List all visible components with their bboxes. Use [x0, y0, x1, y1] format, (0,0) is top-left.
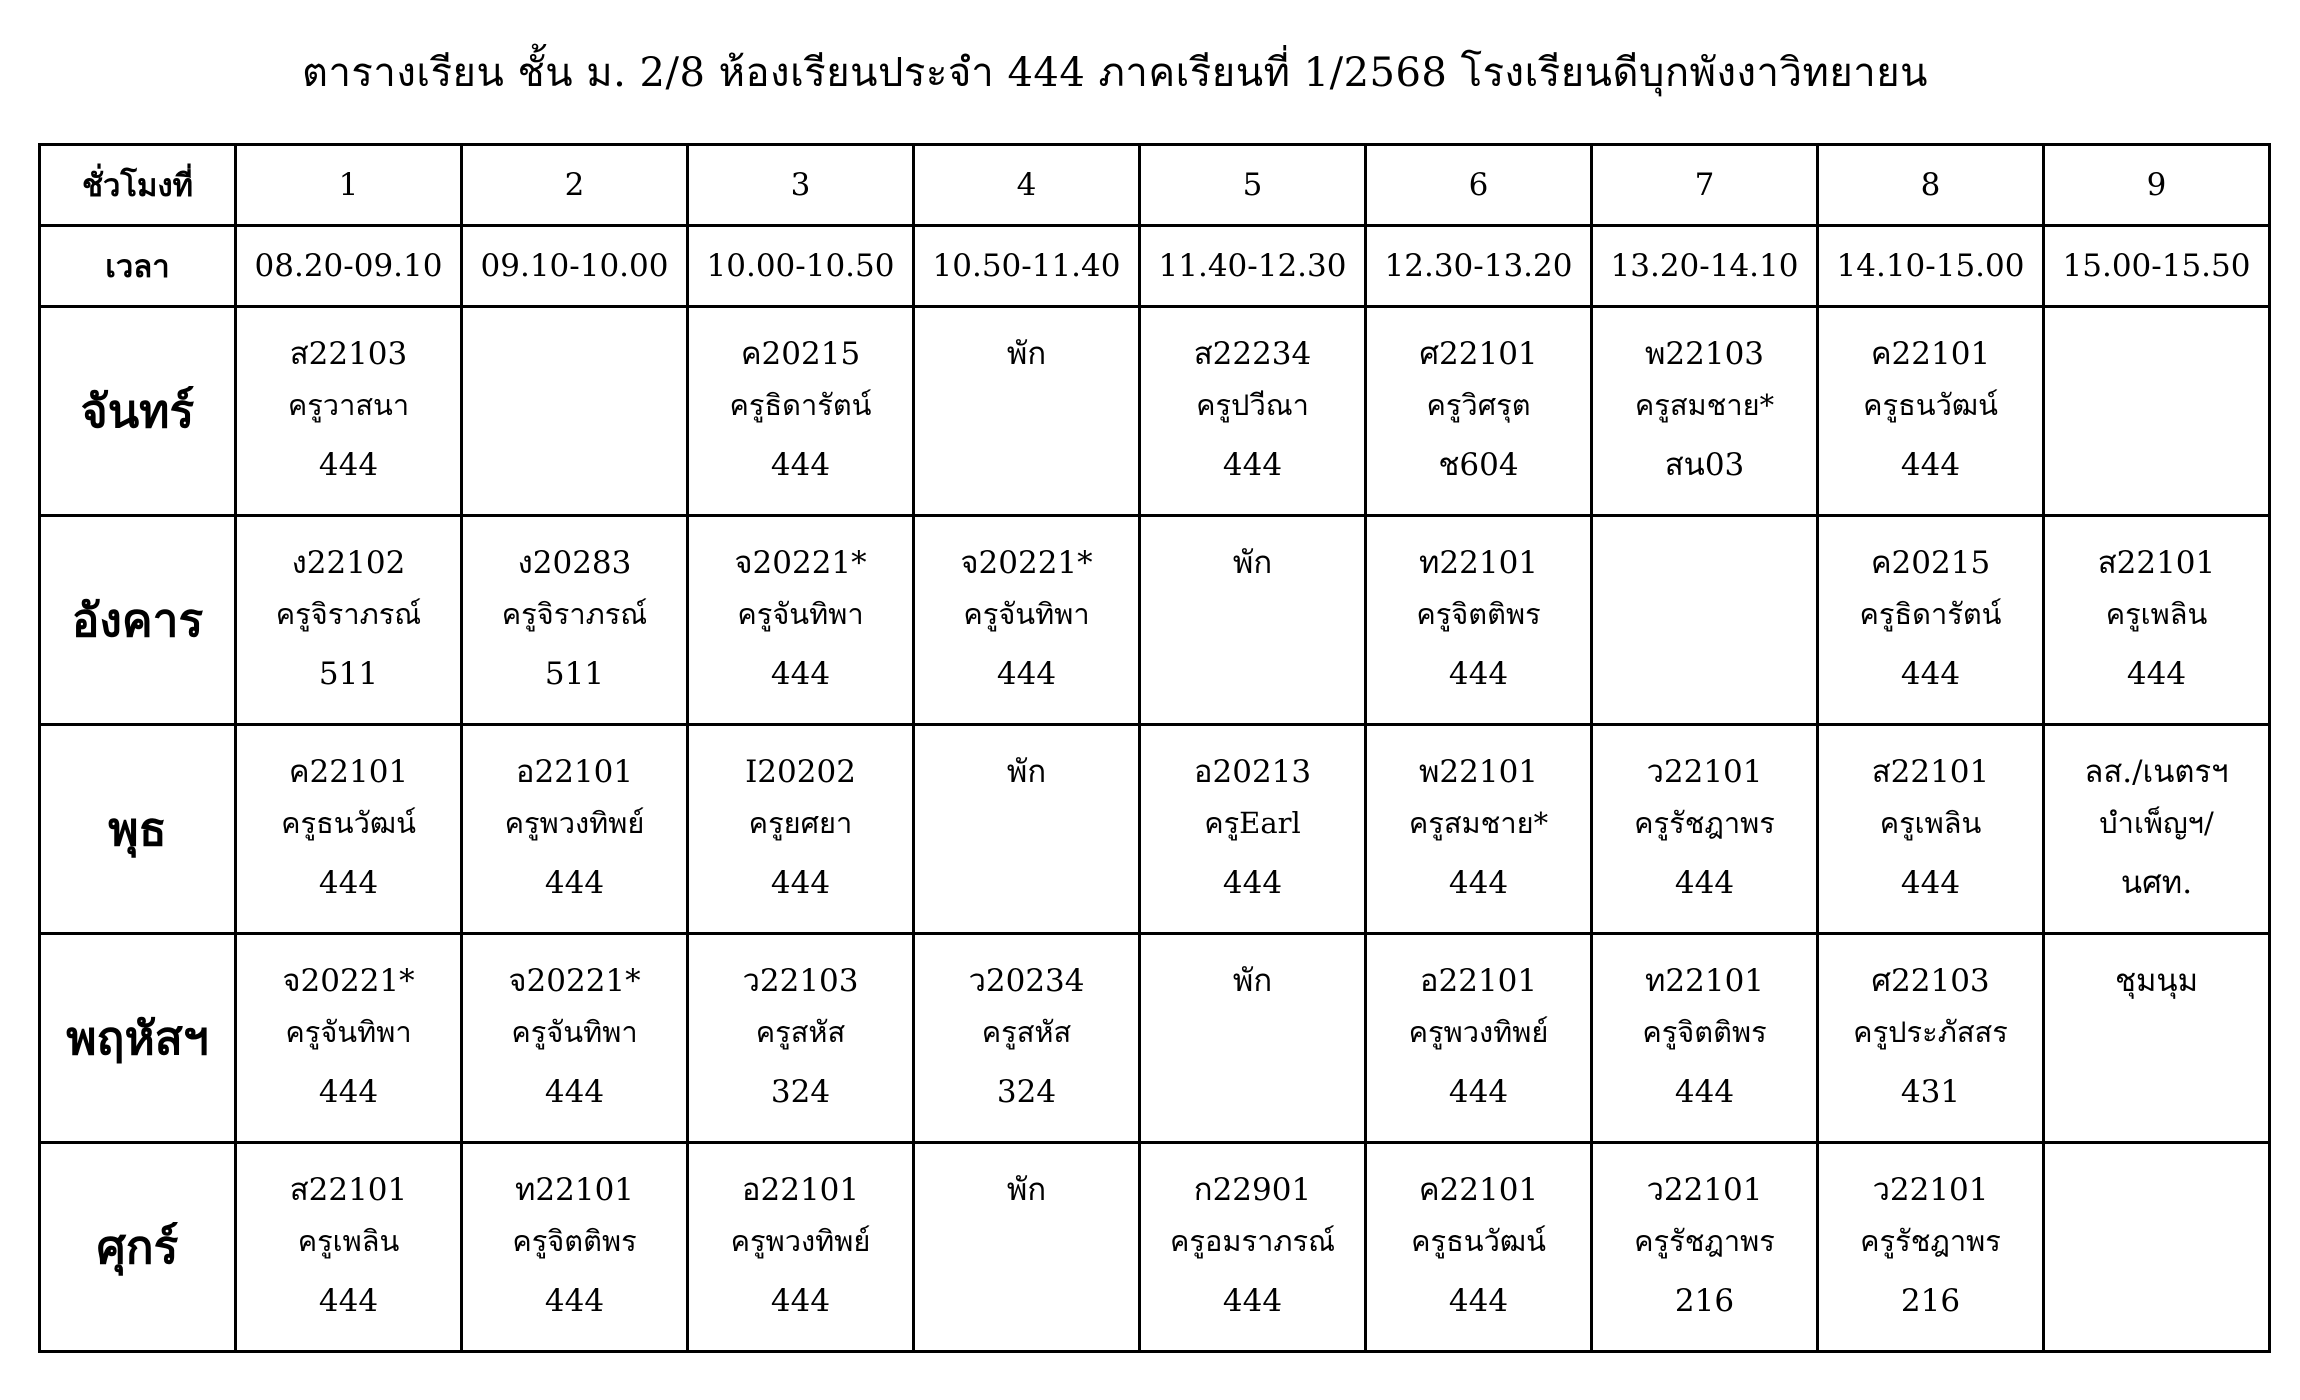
cell-content	[1819, 517, 2042, 705]
room-number: 444	[1222, 1283, 1283, 1319]
teacher-name: บำเพ็ญฯ/	[2099, 806, 2214, 840]
teacher-name: ครูอมราภรณ์	[1170, 1224, 1335, 1258]
room-number: 444	[770, 447, 831, 483]
timetable-cell	[236, 1143, 462, 1352]
room-number: 444	[1448, 865, 1509, 901]
teacher-name: ครูพวงทิพย์	[730, 1224, 871, 1258]
period-number: 2	[462, 145, 688, 226]
timetable-cell	[1366, 934, 1592, 1143]
timetable-cell	[1140, 307, 1366, 516]
teacher-name: ครูจันทิพา	[963, 597, 1090, 631]
cell-content	[1141, 935, 1364, 1003]
period-number: 6	[1366, 145, 1592, 226]
teacher-name: ครูสมชาย*	[1408, 806, 1549, 840]
subject-code: พ22101	[1418, 754, 1539, 790]
teacher-name: ครูสมชาย*	[1634, 388, 1775, 422]
cell-content	[1141, 1144, 1364, 1332]
cell-content	[915, 1144, 1138, 1212]
cell-content	[689, 1144, 912, 1332]
timetable-cell	[1592, 1143, 1818, 1352]
room-number: 444	[1222, 865, 1283, 901]
room-number: 444	[544, 1074, 605, 1110]
day-label: พุธ	[40, 725, 236, 934]
cell-content	[1819, 1144, 2042, 1332]
timetable-cell	[914, 1143, 1140, 1352]
cell-content	[463, 726, 686, 914]
subject-code: ท22101	[1418, 545, 1539, 581]
teacher-name: ครูจิราภรณ์	[501, 597, 648, 631]
timetable-cell	[1818, 725, 2044, 934]
period-time: 12.30-13.20	[1366, 226, 1592, 307]
day-row	[40, 1143, 2270, 1352]
room-number: 444	[2126, 656, 2187, 692]
teacher-name: ครูธิดารัตน์	[1859, 597, 2002, 631]
cell-content	[689, 308, 912, 496]
cell-content	[1593, 935, 1816, 1123]
timetable-cell	[1592, 934, 1818, 1143]
subject-code: ส22101	[1871, 754, 1990, 790]
teacher-name: ครูสหัส	[755, 1015, 846, 1049]
day-row	[40, 307, 2270, 516]
timetable-cell	[2044, 516, 2270, 725]
subject-code: ง22102	[291, 545, 406, 581]
subject-code: พัก	[1006, 1172, 1047, 1208]
period-time: 13.20-14.10	[1592, 226, 1818, 307]
period-number: 9	[2044, 145, 2270, 226]
cell-content	[1367, 517, 1590, 705]
cell-content	[915, 308, 1138, 376]
subject-code: จ20221*	[960, 545, 1093, 581]
teacher-name: ครูจิตติพร	[1642, 1015, 1767, 1049]
timetable-cell	[236, 725, 462, 934]
timetable-cell	[462, 1143, 688, 1352]
room-number: 444	[1900, 656, 1961, 692]
timetable-cell	[688, 307, 914, 516]
timetable-cell	[688, 1143, 914, 1352]
time-row-label: เวลา	[40, 226, 236, 307]
teacher-name: ครูธนวัฒน์	[1411, 1224, 1546, 1258]
subject-code: ส22101	[2097, 545, 2216, 581]
cell-content	[915, 726, 1138, 794]
cell-content	[1367, 726, 1590, 914]
room-number: 444	[1222, 447, 1283, 483]
subject-code: ว20234	[968, 963, 1085, 999]
subject-code: ลส./เนตรฯ	[2084, 754, 2229, 790]
subject-code: ว22101	[1646, 1172, 1763, 1208]
timetable-cell	[1366, 307, 1592, 516]
room-number: 444	[1448, 1074, 1509, 1110]
cell-content	[463, 935, 686, 1123]
teacher-name: ครูจิตติพร	[1416, 597, 1541, 631]
subject-code: I20202	[745, 754, 856, 790]
teacher-name: ครูเพลิน	[297, 1224, 400, 1258]
period-number: 7	[1592, 145, 1818, 226]
teacher-name: ครูธนวัฒน์	[1863, 388, 1998, 422]
timetable-cell	[1818, 516, 2044, 725]
teacher-name: ครูจิตติพร	[512, 1224, 637, 1258]
subject-code: ค22101	[288, 754, 409, 790]
timetable	[38, 143, 2271, 1353]
teacher-name: ครูจันทิพา	[511, 1015, 638, 1049]
timetable-cell	[688, 934, 914, 1143]
timetable-cell	[1818, 934, 2044, 1143]
time-header-row	[40, 226, 2270, 307]
teacher-name: ครูเพลิน	[1879, 806, 1982, 840]
cell-content	[1593, 1144, 1816, 1332]
cell-content	[1593, 517, 1816, 541]
day-row	[40, 934, 2270, 1143]
teacher-name: ครูเพลิน	[2105, 597, 2208, 631]
timetable-cell	[2044, 1143, 2270, 1352]
cell-content	[1819, 726, 2042, 914]
subject-code: ชุมนุม	[2114, 963, 2199, 999]
period-time: 11.40-12.30	[1140, 226, 1366, 307]
cell-content	[1141, 726, 1364, 914]
teacher-name: ครูจิราภรณ์	[275, 597, 422, 631]
room-number: 431	[1900, 1074, 1961, 1110]
subject-code: ว22103	[742, 963, 859, 999]
subject-code: ท22101	[514, 1172, 635, 1208]
room-number: 444	[770, 1283, 831, 1319]
room-number: 444	[1448, 656, 1509, 692]
period-number: 3	[688, 145, 914, 226]
room-number: 444	[1900, 447, 1961, 483]
cell-content	[237, 1144, 460, 1332]
period-number: 5	[1140, 145, 1366, 226]
cell-content	[915, 517, 1138, 705]
timetable-cell	[688, 516, 914, 725]
teacher-name: ครูยศยา	[748, 806, 853, 840]
room-number: 511	[318, 656, 379, 692]
room-number: 444	[318, 865, 379, 901]
subject-code: จ20221*	[282, 963, 415, 999]
period-time: 15.00-15.50	[2044, 226, 2270, 307]
timetable-cell	[1818, 1143, 2044, 1352]
cell-content	[915, 935, 1138, 1123]
room-number: 444	[996, 656, 1057, 692]
day-label: ศุกร์	[40, 1143, 236, 1352]
teacher-name: ครูปวีณา	[1196, 388, 1309, 422]
period-time: 08.20-09.10	[236, 226, 462, 307]
teacher-name: ครูสหัส	[981, 1015, 1072, 1049]
cell-content	[2045, 308, 2268, 332]
subject-code: อ20213	[1193, 754, 1312, 790]
room-number: 444	[318, 1283, 379, 1319]
room-number: 444	[1674, 1074, 1735, 1110]
subject-code: ก22901	[1193, 1172, 1312, 1208]
subject-code: ค22101	[1418, 1172, 1539, 1208]
period-time: 10.50-11.40	[914, 226, 1140, 307]
timetable-cell	[1140, 1143, 1366, 1352]
room-number: 216	[1674, 1283, 1735, 1319]
subject-code: จ20221*	[734, 545, 867, 581]
cell-content	[1819, 308, 2042, 496]
subject-code: ส22234	[1193, 336, 1312, 372]
day-row	[40, 516, 2270, 725]
period-row-label: ชั่วโมงที่	[40, 145, 236, 226]
cell-content	[1141, 517, 1364, 585]
timetable-cell	[914, 725, 1140, 934]
room-number: 444	[544, 865, 605, 901]
room-number: 444	[770, 656, 831, 692]
room-number: 444	[770, 865, 831, 901]
timetable-cell	[2044, 307, 2270, 516]
timetable-cell	[1592, 307, 1818, 516]
cell-content	[237, 935, 460, 1123]
teacher-name: ครูธนวัฒน์	[281, 806, 416, 840]
period-number: 1	[236, 145, 462, 226]
timetable-cell	[462, 307, 688, 516]
subject-code: ค20215	[740, 336, 861, 372]
teacher-name: ครูธิดารัตน์	[729, 388, 872, 422]
day-row	[40, 725, 2270, 934]
timetable-cell	[914, 516, 1140, 725]
room-number: 444	[318, 447, 379, 483]
room-number: นศท.	[2120, 865, 2193, 901]
room-number: 444	[1674, 865, 1735, 901]
day-label: จันทร์	[40, 307, 236, 516]
teacher-name: ครูวาสนา	[287, 388, 410, 422]
subject-code: ท22101	[1644, 963, 1765, 999]
cell-content	[237, 517, 460, 705]
timetable-cell	[1140, 934, 1366, 1143]
cell-content	[1593, 308, 1816, 496]
teacher-name: ครูพวงทิพย์	[1408, 1015, 1549, 1049]
cell-content	[463, 1144, 686, 1332]
subject-code: ว22101	[1872, 1172, 1989, 1208]
timetable-cell	[236, 307, 462, 516]
cell-content	[237, 726, 460, 914]
timetable-cell	[1592, 516, 1818, 725]
period-time: 09.10-10.00	[462, 226, 688, 307]
timetable-cell	[1366, 516, 1592, 725]
teacher-name: ครูวิศรุต	[1426, 388, 1531, 422]
teacher-name: ครูประภัสสร	[1853, 1015, 2008, 1049]
teacher-name: ครูEarl	[1204, 806, 1301, 840]
room-number: 324	[770, 1074, 831, 1110]
cell-content	[237, 308, 460, 496]
room-number: 444	[544, 1283, 605, 1319]
page-title: ตารางเรียน ชั้น ม. 2/8 ห้องเรียนประจำ 444 ภาคเรียนที่ 1/2568 โรงเรียนดีบุกพังงาวิทยายน	[301, 50, 1929, 96]
subject-code: อ22101	[515, 754, 634, 790]
timetable-cell	[1592, 725, 1818, 934]
timetable-cell	[236, 516, 462, 725]
period-time: 10.00-10.50	[688, 226, 914, 307]
cell-content	[1593, 726, 1816, 914]
subject-code: จ20221*	[508, 963, 641, 999]
room-number: 444	[1900, 865, 1961, 901]
subject-code: พัก	[1006, 336, 1047, 372]
room-number: 216	[1900, 1283, 1961, 1319]
subject-code: พ22103	[1644, 336, 1765, 372]
subject-code: ง20283	[517, 545, 632, 581]
subject-code: ว22101	[1646, 754, 1763, 790]
cell-content	[689, 935, 912, 1123]
timetable-cell	[1140, 725, 1366, 934]
period-number: 8	[1818, 145, 2044, 226]
subject-code: อ22101	[1419, 963, 1538, 999]
cell-content	[2045, 935, 2268, 1003]
cell-content	[463, 308, 686, 332]
period-time: 14.10-15.00	[1818, 226, 2044, 307]
teacher-name: ครูรัชฎาพร	[1634, 1224, 1775, 1258]
subject-code: ศ22103	[1871, 963, 1990, 999]
room-number: 324	[996, 1074, 1057, 1110]
cell-content	[1141, 308, 1364, 496]
cell-content	[689, 726, 912, 914]
teacher-name: ครูรัชฎาพร	[1860, 1224, 2001, 1258]
period-header-row	[40, 145, 2270, 226]
room-number: 444	[1448, 1283, 1509, 1319]
period-number: 4	[914, 145, 1140, 226]
timetable-cell	[688, 725, 914, 934]
timetable-cell	[2044, 934, 2270, 1143]
subject-code: ส22103	[289, 336, 408, 372]
room-number: 511	[544, 656, 605, 692]
cell-content	[1367, 308, 1590, 496]
subject-code: ค20215	[1870, 545, 1991, 581]
timetable-cell	[462, 934, 688, 1143]
timetable-cell	[1140, 516, 1366, 725]
teacher-name: ครูจันทิพา	[285, 1015, 412, 1049]
cell-content	[463, 517, 686, 705]
timetable-cell	[1366, 725, 1592, 934]
cell-content	[2045, 1144, 2268, 1168]
cell-content	[1367, 1144, 1590, 1332]
teacher-name: ครูพวงทิพย์	[504, 806, 645, 840]
subject-code: ศ22101	[1419, 336, 1538, 372]
cell-content	[2045, 726, 2268, 914]
room-number: 444	[318, 1074, 379, 1110]
room-number: สน03	[1664, 447, 1745, 483]
cell-content	[689, 517, 912, 705]
subject-code: ค22101	[1870, 336, 1991, 372]
day-label: อังคาร	[40, 516, 236, 725]
subject-code: อ22101	[741, 1172, 860, 1208]
subject-code: ส22101	[289, 1172, 408, 1208]
day-label: พฤหัสฯ	[40, 934, 236, 1143]
timetable-cell	[1818, 307, 2044, 516]
timetable-cell	[462, 725, 688, 934]
cell-content	[1367, 935, 1590, 1123]
subject-code: พัก	[1232, 545, 1273, 581]
timetable-cell	[914, 307, 1140, 516]
timetable-cell	[914, 934, 1140, 1143]
timetable-cell	[236, 934, 462, 1143]
timetable-cell	[462, 516, 688, 725]
subject-code: พัก	[1006, 754, 1047, 790]
cell-content	[2045, 517, 2268, 705]
teacher-name: ครูรัชฎาพร	[1634, 806, 1775, 840]
timetable-cell	[2044, 725, 2270, 934]
cell-content	[1819, 935, 2042, 1123]
teacher-name: ครูจันทิพา	[737, 597, 864, 631]
timetable-cell	[1366, 1143, 1592, 1352]
subject-code: พัก	[1232, 963, 1273, 999]
room-number: ช604	[1438, 447, 1519, 483]
